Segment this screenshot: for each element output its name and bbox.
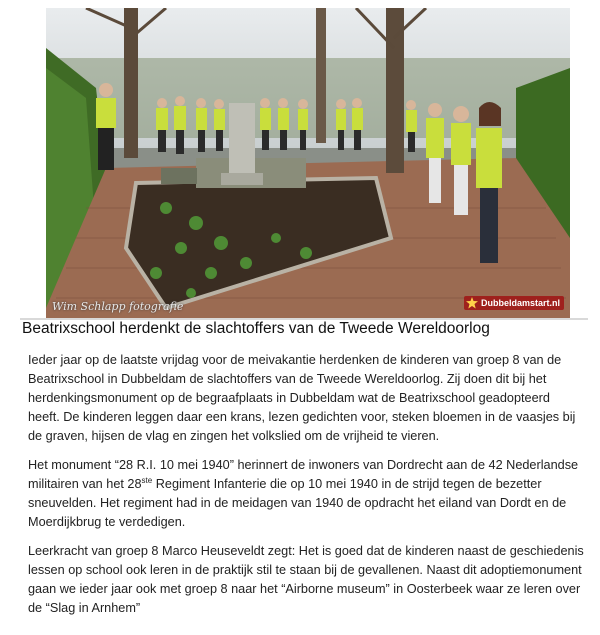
paragraph-2-part-b: Regiment Infanterie die op 10 mei 1940 in de strijd tegen de bezetter sneuvelden. Het regiment had in de meidagen van 1940 de opdracht het eiland van Dordt en de Moerdijkbrug te verdedigen. [28, 477, 567, 529]
paragraph-3: Leerkracht van groep 8 Marco Heuseveldt zegt: Het is goed dat de kinderen naast de geschiedenis lessen op school ook leren in de praktijk stil te staan bij de gevallenen. Naast dit adoptiemonument gaan we ieder jaar ook met groep 8 naar het “Airborne museum” in Oosterbeek waar ze leren over de “Slag in Arnhem” [28, 544, 584, 615]
site-watermark [464, 296, 564, 310]
photographer-watermark: Wim Schlapp fotografie [52, 300, 184, 313]
article-title: Beatrixschool herdenkt de slachtoffers van de Tweede Wereldoorlog [22, 320, 490, 337]
memorial-scene-illustration [46, 8, 570, 318]
paragraph-2-part-a: Het monument “28 R.I. 10 mei 1940” herinnert de inwoners van Dordrecht aan de 42 Nederlandse militairen van het 28 [28, 458, 579, 491]
star-logo-icon [466, 297, 478, 309]
article-photo [46, 8, 570, 318]
paragraph-2 [28, 456, 584, 532]
article-body [28, 351, 584, 628]
paragraph-1: Ieder jaar op de laatste vrijdag voor de meivakantie herdenken de kinderen van groep 8 van de Beatrixschool in Dubbeldam de slachtoffers van de Tweede Wereldoorlog. Zij doen dit bij het herdenkingsmonument op de begraafplaats in Dubbeldam wat de Beatrixschool geadopteerd heeft. De kinderen leggen daar een krans, lezen gedichten voor, steken bloemen in de vaasjes bij de graven, hijsen de vlag en zingen het volkslied om de vrijheid te vieren. [28, 353, 576, 443]
ordinal-suffix: ste [141, 476, 153, 485]
site-watermark-label: Dubbeldamstart.nl [480, 298, 560, 308]
